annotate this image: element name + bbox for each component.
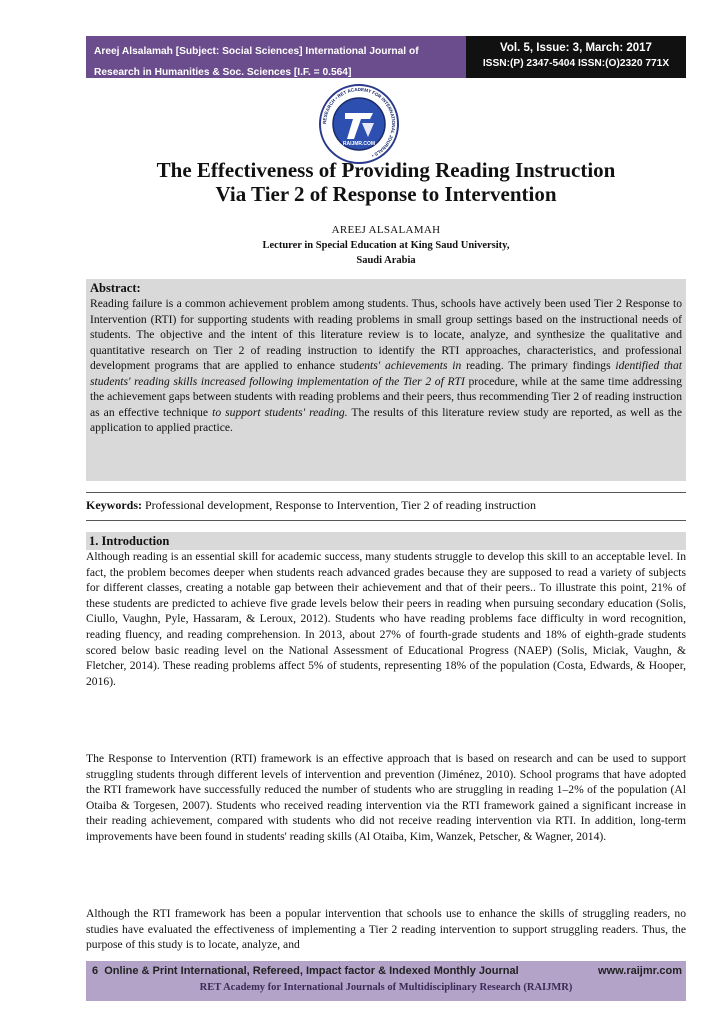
keywords-label: Keywords: — [86, 498, 142, 512]
abstract-part-f: to support students' reading. — [212, 405, 348, 419]
footer-top-line — [92, 965, 682, 977]
page-number: 6 — [92, 965, 99, 977]
abstract-part-b: ents' achievements in — [359, 359, 462, 372]
author-name: AREEJ ALSALAMAH — [331, 224, 441, 236]
header-journal-info — [86, 36, 466, 78]
footer-journal-desc — [92, 965, 519, 977]
keywords-bottom-rule — [86, 520, 686, 521]
raijmr-logo — [318, 83, 400, 165]
author-affiliation — [86, 238, 686, 268]
abstract-part-c: reading. The primary findings — [461, 359, 616, 372]
footer-url[interactable]: www.raijmr.com — [598, 965, 682, 977]
svg-text:RESEARCH • RET ACADEMY FOR INT: RESEARCH • RET ACADEMY FOR INTERNATIONAL JOURNALS • — [321, 86, 397, 159]
header-issn: ISSN:(P) 2347-5404 ISSN:(O)2320 771X — [482, 58, 670, 69]
header-left-line1: Areej Alsalamah [Subject: Social Sciences] International Journal of — [94, 46, 419, 57]
header-issue-info — [466, 36, 686, 78]
affiliation-line2: Saudi Arabia — [356, 255, 416, 266]
footer-academy: RET Academy for International Journals of Multidisciplinary Research (RAIJMR) — [199, 982, 573, 993]
keywords-line — [86, 498, 686, 513]
title-line2: Via Tier 2 of Response to Intervention — [215, 182, 557, 206]
abstract-section — [86, 279, 686, 481]
svg-text:RAIJMR.COM: RAIJMR.COM — [342, 141, 376, 147]
abstract-part-e: procedure, while at the same time addressing the achievement gaps between students with reading problems and their peers, thus recommending Tier 2 of reading instruction as an effective technique — [90, 374, 682, 419]
intro-heading-bar — [86, 532, 686, 550]
header-volume: Vol. 5, Issue: 3, March: 2017 — [500, 42, 652, 54]
abstract-part-d: identified that students' reading skills increased following implementation of the Tier 2 of RTI — [90, 359, 682, 388]
intro-paragraph-1: Although reading is an essential skill for academic success, many students struggle to develop this skill to an acceptable level. In fact, the problem becomes deeper when students reach advanced grades because they are supposed to read a variety of subjects for different classes, creating a notable gap between their achievement and that of their peers.. To illustrate this point, 21% of these students are predicted to achieve five grade levels below their peers in reading when pursuing secondary education (Solis, Ciullo, Vaughn, Pyle, Hassaram, & Leroux, 2012). Students who have reading problems face difficulty in word recognition, reading fluency, and reading comprehension. In 2013, about 27% of fourth-grade students and 18% of eighth-grade students scored below basic reading level on the National Assessment of Educational Progress (NAEP) (Solis, Miciak, Vaughn, & Fletcher, 2014). These reading problems affect 5% of students, representing 18% of the population (Costa, Edwards, & Hooper, 2016). — [86, 550, 686, 688]
affiliation-line1: Lecturer in Special Education at King Saud University, — [262, 240, 510, 251]
keywords-top-rule — [86, 492, 686, 493]
intro-heading: 1. Introduction — [89, 534, 170, 548]
paper-title — [86, 158, 686, 206]
abstract-part-g: The results of this literature review study are reported, as well as the application to applied practice. — [90, 405, 682, 434]
keywords-text: Professional development, Response to Intervention, Tier 2 of reading instruction — [142, 498, 536, 512]
title-line1: The Effectiveness of Providing Reading Instruction — [156, 158, 616, 182]
abstract-heading: Abstract: — [90, 281, 141, 295]
journal-header — [86, 36, 686, 78]
intro-paragraph-3: Although the RTI framework has been a popular intervention that schools use to enhance the skills of struggling readers, no studies have evaluated the effectiveness of implementing a Tier 2 reading intervention to support struggling readers. Thus, the purpose of this study is to locate, analyze, and — [86, 907, 686, 952]
abstract-part-a: Reading failure is a common achievement problem among students. Thus, schools have actively been used Tier 2 Response to Intervention (RTI) for supporting students with reading problems in small group settings based on the instructional needs of students. The objective and the intent of this literature review is to locate, analyze, and synthesize the qualitative and quantitative research on Tier 2 of reading instruction to identify the RTI approaches, characteristics, and professional development programs that are applied to enhance stud — [90, 297, 682, 372]
intro-paragraph-2: The Response to Intervention (RTI) framework is an effective approach that is based on research and can be used to support struggling students through different levels of intervention and prevention (Jiménez, 2010). School programs that have adopted the RTI framework have successfully reduced the number of students who are struggling in reading 1–2% of the population (Al Otaiba & Torgesen, 2007). Students who received reading intervention via the RTI framework gained a significant increase in their reading achievement, compared with students who did not receive reading intervention via RTI. In addition, long-term improvements have been found in students' reading skills (Al Otaiba, Kim, Wanzek, Petscher, & Wagner, 2014). — [86, 752, 686, 843]
header-left-line2: Research in Humanities & Soc. Sciences [I.F. = 0.564] — [94, 67, 352, 78]
footer-desc-text: Online & Print International, Refereed, Impact factor & Indexed Monthly Journal — [104, 965, 519, 977]
abstract-text — [90, 296, 682, 436]
